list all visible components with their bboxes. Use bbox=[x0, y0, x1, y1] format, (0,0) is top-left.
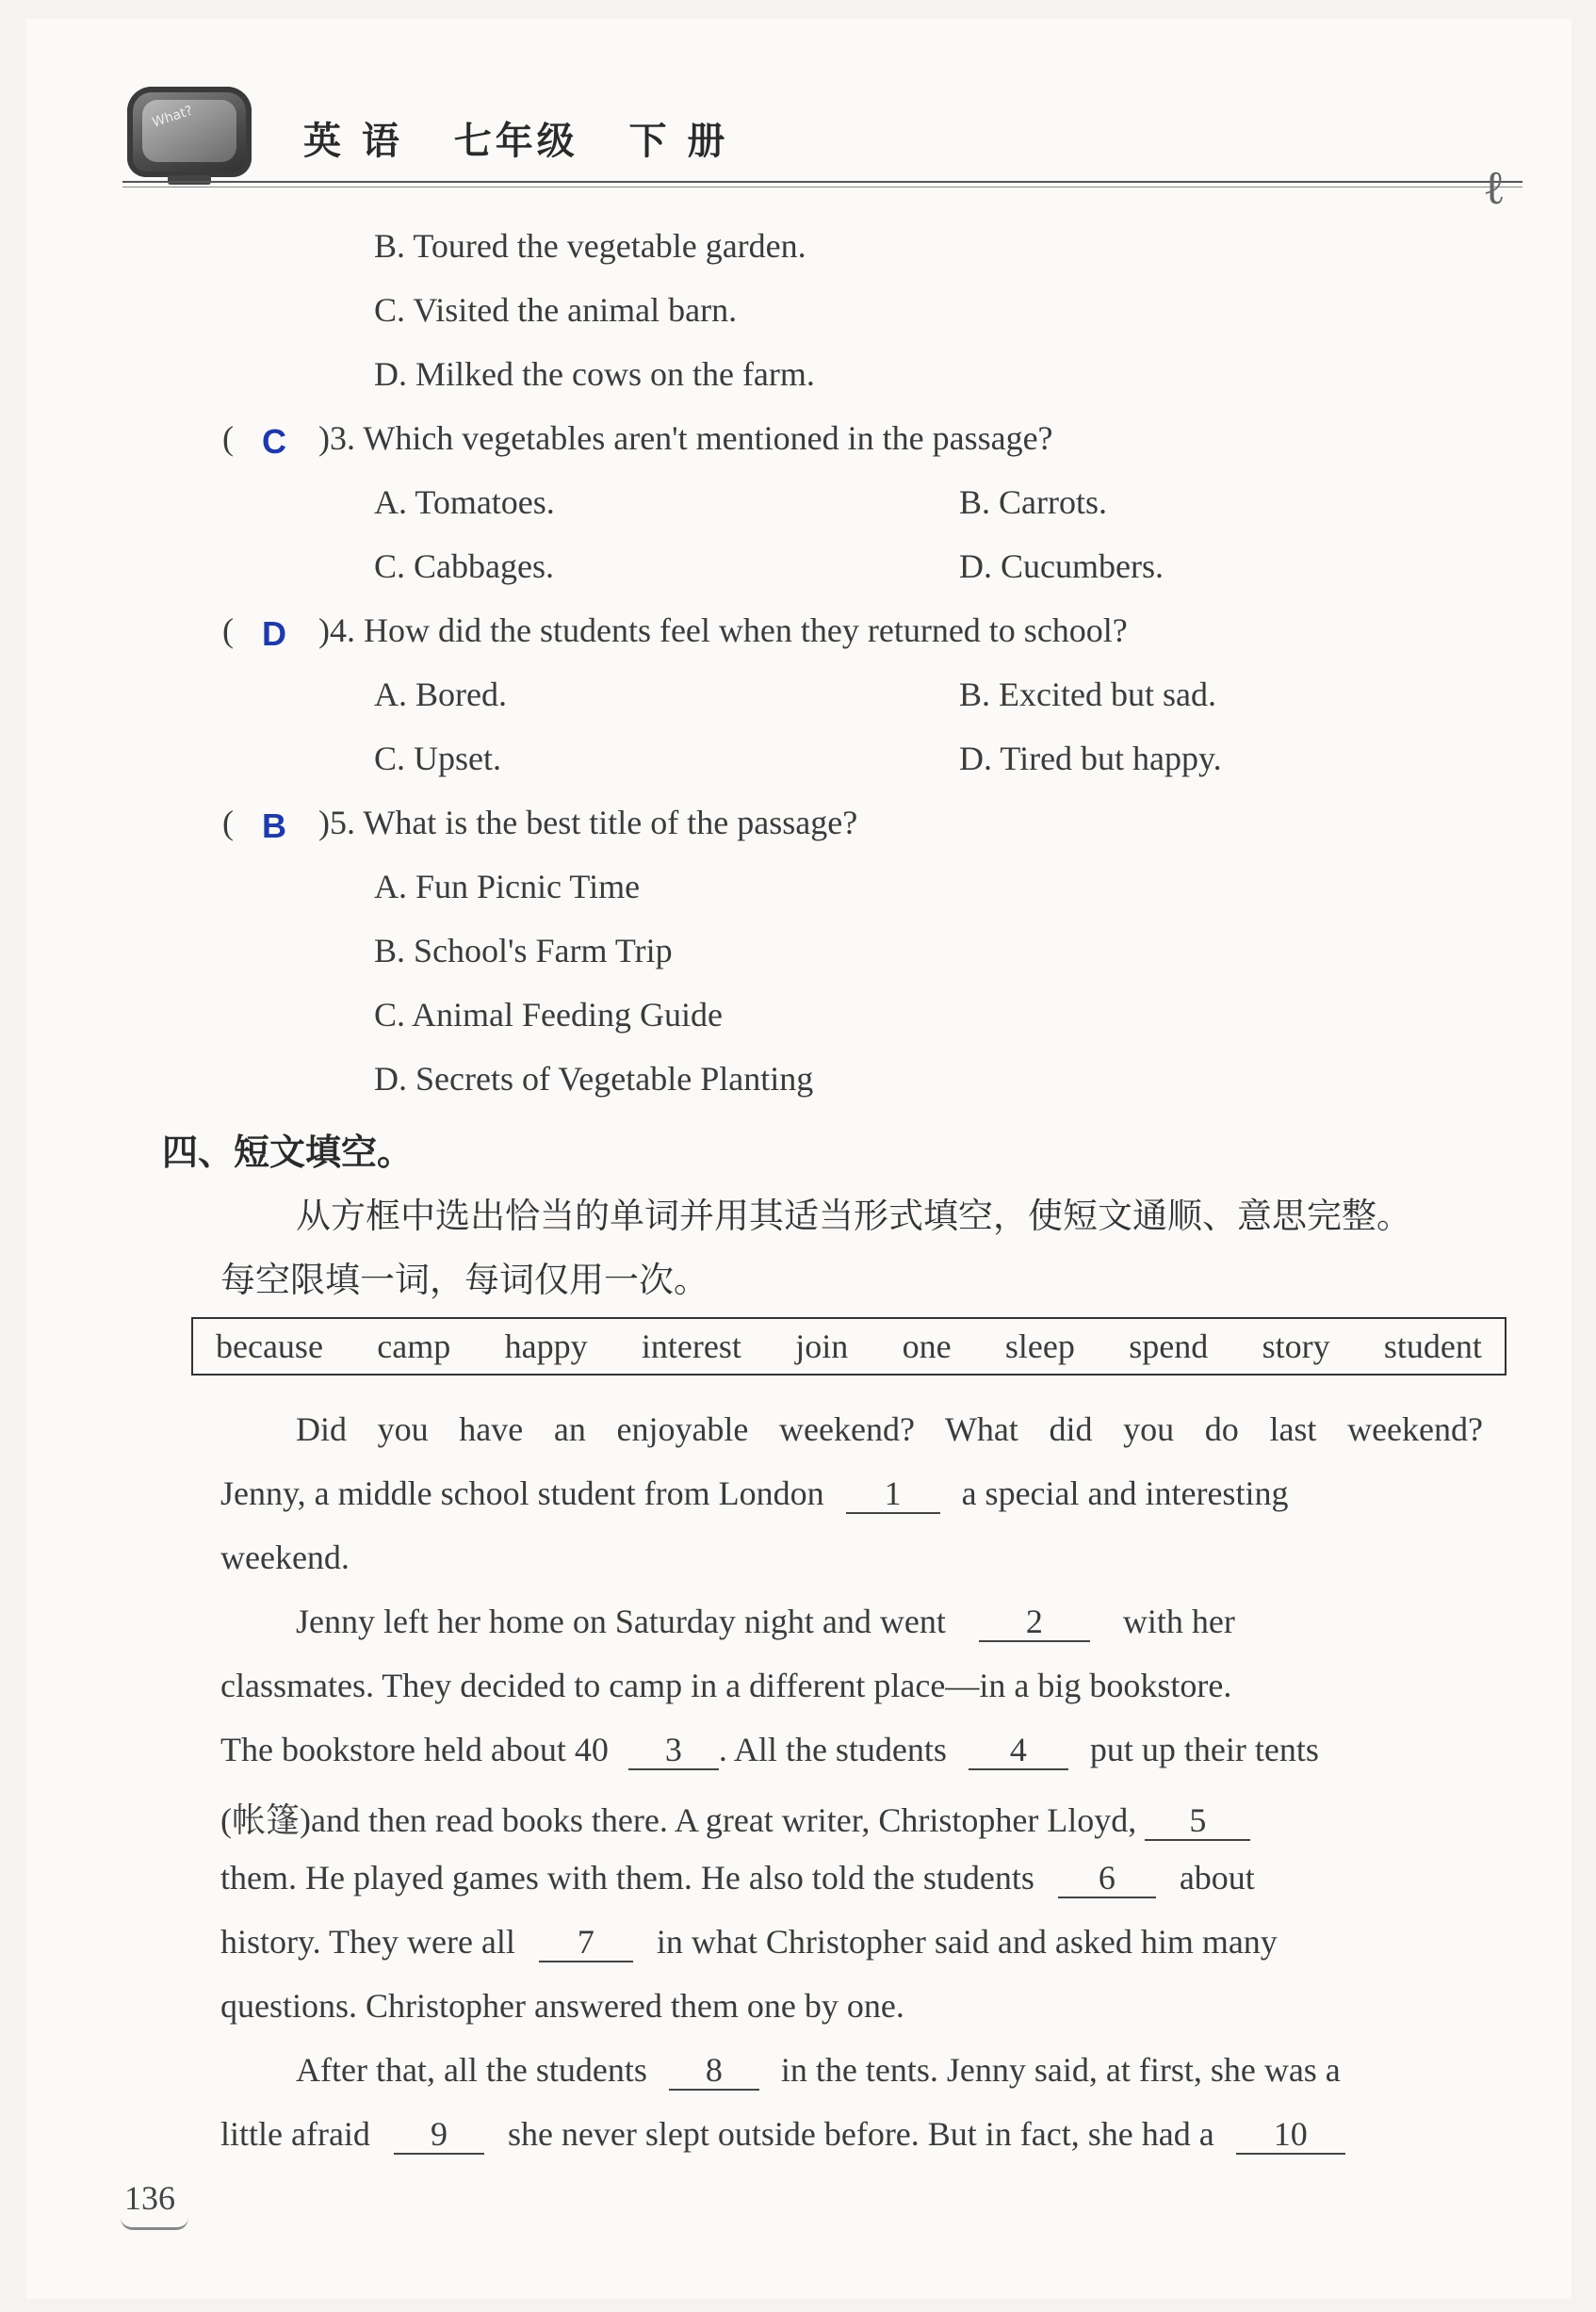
word-box-item: join bbox=[795, 1327, 849, 1365]
passage-text: history. They were all bbox=[220, 1923, 515, 1961]
q3-option-d: D. Cucumbers. bbox=[959, 547, 1164, 585]
passage-text: (帐篷)and then read books there. A great writer, Christopher Lloyd, bbox=[220, 1801, 1137, 1839]
q3-open-paren: ( bbox=[222, 419, 234, 457]
passage-text: in what Christopher said and asked him many bbox=[656, 1923, 1278, 1961]
passage-p2-line2: classmates. They decided to camp in a different place—in a big bookstore. bbox=[220, 1667, 1232, 1704]
word-box bbox=[191, 1317, 1506, 1376]
q5-open-paren: ( bbox=[222, 804, 234, 841]
passage-text: . All the students bbox=[718, 1731, 947, 1768]
passage-p3-line1 bbox=[296, 2050, 1341, 2091]
header-rule bbox=[122, 181, 1523, 183]
q5-option-a: A. Fun Picnic Time bbox=[374, 868, 641, 905]
word-box-item: camp bbox=[377, 1327, 451, 1365]
passage-text: a special and interesting bbox=[961, 1474, 1289, 1512]
word-box-item: student bbox=[1383, 1327, 1482, 1365]
passage-text: put up their tents bbox=[1089, 1731, 1319, 1768]
passage-p1-line3: weekend. bbox=[220, 1539, 350, 1576]
tv-stand bbox=[168, 175, 211, 185]
blank-7[interactable]: 7 bbox=[539, 1925, 633, 1962]
passage-p2-line3 bbox=[220, 1730, 1319, 1770]
passage-p2-line1 bbox=[296, 1602, 1235, 1642]
q5-answer: B bbox=[262, 806, 286, 845]
q4-stem: )4. How did the students feel when they returned to school? bbox=[318, 611, 1128, 649]
q2-option-b: B. Toured the vegetable garden. bbox=[374, 227, 806, 265]
blank-5[interactable]: 5 bbox=[1145, 1803, 1250, 1841]
q3-option-a: A. Tomatoes. bbox=[374, 483, 555, 521]
q5-stem: )5. What is the best title of the passage? bbox=[318, 804, 858, 841]
passage-text: she never slept outside before. But in fact, she had a bbox=[507, 2115, 1214, 2153]
q4-option-d: D. Tired but happy. bbox=[959, 740, 1222, 777]
passage-text: in the tents. Jenny said, at first, she was a bbox=[780, 2051, 1341, 2089]
q4-open-paren: ( bbox=[222, 611, 234, 649]
passage-text: Jenny, a middle school student from London bbox=[220, 1474, 824, 1512]
page-number: 136 bbox=[124, 2179, 175, 2217]
blank-8[interactable]: 8 bbox=[669, 2053, 759, 2091]
q5-option-b: B. School's Farm Trip bbox=[374, 932, 673, 969]
passage-p2-line7: questions. Christopher answered them one by one. bbox=[220, 1987, 904, 2025]
blank-6[interactable]: 6 bbox=[1058, 1861, 1156, 1898]
blank-2[interactable]: 2 bbox=[979, 1604, 1090, 1642]
word-box-item: interest bbox=[641, 1327, 741, 1365]
q4-option-c: C. Upset. bbox=[374, 740, 501, 777]
passage-text: little afraid bbox=[220, 2115, 370, 2153]
passage-text: about bbox=[1179, 1859, 1255, 1897]
passage-text: with her bbox=[1122, 1603, 1235, 1640]
instruction-line-2: 每空限填一词，每词仅用一次。 bbox=[220, 1260, 708, 1300]
blank-9[interactable]: 9 bbox=[394, 2117, 484, 2155]
blank-10[interactable]: 10 bbox=[1236, 2117, 1345, 2155]
section-title: 四、短文填空。 bbox=[162, 1132, 414, 1173]
q3-option-c: C. Cabbages. bbox=[374, 547, 554, 585]
q4-option-b: B. Excited but sad. bbox=[959, 676, 1216, 713]
passage-p1-line2 bbox=[220, 1473, 1288, 1514]
q2-option-c: C. Visited the animal barn. bbox=[374, 291, 738, 329]
passage-p2-line4 bbox=[220, 1794, 1250, 1842]
curl-decoration-icon: ℓ bbox=[1483, 160, 1506, 215]
q4-answer: D bbox=[262, 614, 286, 653]
blank-4[interactable]: 4 bbox=[969, 1733, 1068, 1770]
passage-p2-line6 bbox=[220, 1922, 1278, 1962]
passage-p1-line1: Did you have an enjoyable weekend? What did you do last weekend? bbox=[296, 1410, 1483, 1448]
q3-answer: C bbox=[262, 422, 286, 461]
passage-text: After that, all the students bbox=[296, 2051, 647, 2089]
q2-option-d: D. Milked the cows on the farm. bbox=[374, 355, 815, 393]
word-box-item: story bbox=[1262, 1327, 1330, 1365]
passage-text: them. He played games with them. He also told the students bbox=[220, 1859, 1034, 1897]
q3-option-b: B. Carrots. bbox=[959, 483, 1107, 521]
instruction-line-1: 从方框中选出恰当的单词并用其适当形式填空，使短文通顺、意思完整。 bbox=[296, 1196, 1411, 1236]
book-title: 英 语 七年级 下 册 bbox=[303, 119, 729, 163]
q5-option-d: D. Secrets of Vegetable Planting bbox=[374, 1060, 814, 1098]
word-box-item: one bbox=[902, 1327, 952, 1365]
word-box-item: spend bbox=[1129, 1327, 1209, 1365]
page-number-decoration bbox=[121, 2218, 188, 2230]
passage-text: The bookstore held about 40 bbox=[220, 1731, 609, 1768]
q5-option-c: C. Animal Feeding Guide bbox=[374, 996, 723, 1034]
blank-1[interactable]: 1 bbox=[846, 1476, 940, 1514]
blank-3[interactable]: 3 bbox=[628, 1733, 719, 1770]
word-box-item: because bbox=[216, 1327, 323, 1365]
tv-label: What? bbox=[150, 103, 195, 131]
tv-logo-icon bbox=[127, 87, 252, 177]
q4-option-a: A. Bored. bbox=[374, 676, 507, 713]
word-box-item: sleep bbox=[1004, 1327, 1075, 1365]
passage-p3-line2 bbox=[220, 2114, 1345, 2155]
passage-text: Jenny left her home on Saturday night and went bbox=[296, 1603, 946, 1640]
passage-p2-line5 bbox=[220, 1858, 1255, 1898]
word-box-item: happy bbox=[504, 1327, 588, 1365]
q3-stem: )3. Which vegetables aren't mentioned in the passage? bbox=[318, 419, 1053, 457]
